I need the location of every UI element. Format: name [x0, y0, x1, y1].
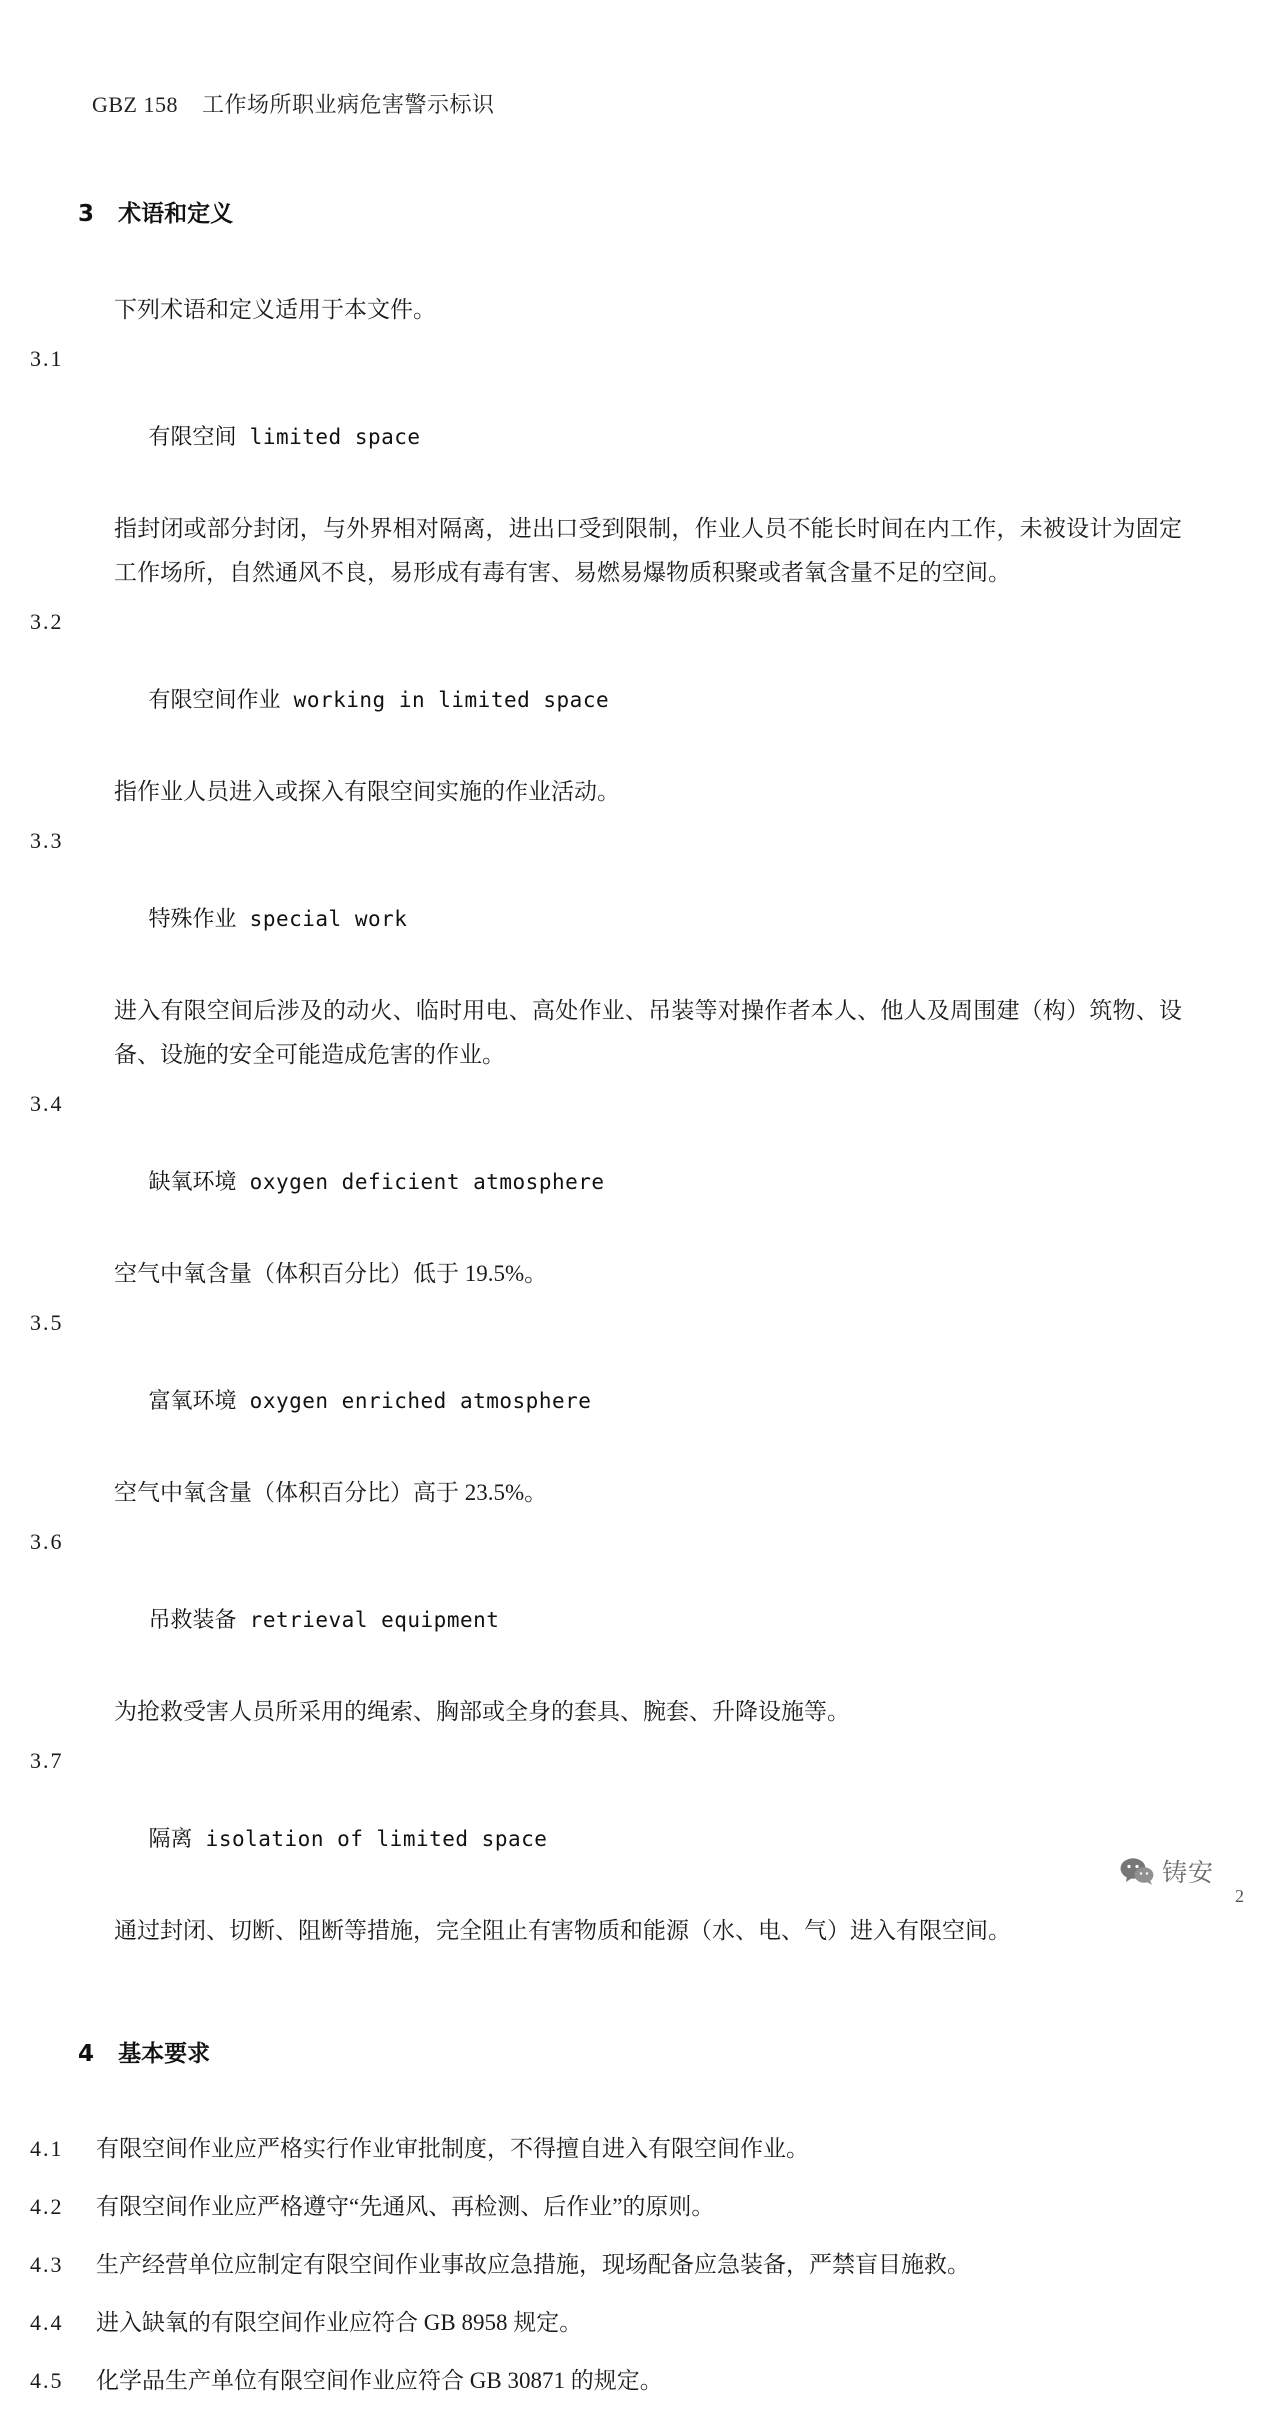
section-3-title: 术语和定义: [118, 201, 234, 227]
term-cn-3-2: 有限空间作业: [148, 688, 281, 713]
term-en-3-5: oxygen enriched atmosphere: [249, 1389, 592, 1413]
term-number-3-4: 3.4: [30, 1091, 64, 1116]
requirement-text: 有限空间作业应严格实行作业审批制度，不得擅自进入有限空间作业。: [96, 2136, 809, 2161]
term-en-3-3: special work: [249, 907, 408, 931]
term-number-3-3: 3.3: [30, 828, 64, 853]
requirement-text: 有限空间作业应严格遵守“先通风、再检测、后作业”的原则。: [96, 2194, 715, 2219]
page-number: 2: [1235, 1886, 1244, 1906]
term-definition-3-6: 为抢救受害人员所采用的绳索、胸部或全身的套具、腕套、升降设施等。: [114, 1699, 850, 1724]
requirement-text: 进入缺氧的有限空间作业应符合 GB 8958 规定。: [96, 2310, 583, 2335]
section-spacer: [92, 1967, 1182, 2009]
section-heading-4: [30, 2009, 1182, 2094]
term-definition-3-1: 指封闭或部分封闭，与外界相对隔离，进出口受到限制，作业人员不能长时间在内工作，未被设计为固定工作场所，自然通风不良，易形成有毒有害、易燃易爆物质积聚或者氧含量不足的空间。: [114, 516, 1182, 585]
document-header: GBZ 158 工作场所职业病危害警示标识: [92, 92, 495, 117]
term-en-3-7: isolation of limited space: [205, 1827, 548, 1851]
requirement-row: [30, 2360, 1182, 2402]
section-3-number: 3: [78, 201, 95, 227]
term-definition-3-4: 空气中氧含量（体积百分比）低于 19.5%。: [114, 1261, 548, 1286]
term-cn-3-7: 隔离: [148, 1827, 193, 1852]
term-definition-3-3: 进入有限空间后涉及的动火、临时用电、高处作业、吊装等对操作者本人、他人及周围建（构）筑物、设备、设施的安全可能造成危害的作业。: [114, 998, 1182, 1067]
section-4-number: 4: [78, 2041, 95, 2067]
term-en-3-1: limited space: [249, 425, 421, 449]
requirement-row: [30, 2244, 1182, 2286]
term-definition-3-5: 空气中氧含量（体积百分比）高于 23.5%。: [114, 1480, 548, 1505]
term-definition-3-2: 指作业人员进入或探入有限空间实施的作业活动。: [114, 779, 620, 804]
term-number-3-6: 3.6: [30, 1529, 64, 1554]
term-en-3-6: retrieval equipment: [249, 1608, 500, 1632]
requirement-number: 4.3: [30, 2252, 64, 2277]
section-3-intro: 下列术语和定义适用于本文件。: [114, 297, 436, 322]
requirement-row: [30, 2128, 1182, 2170]
requirement-row: [30, 2302, 1182, 2344]
requirement-row: [30, 2186, 1182, 2228]
wechat-icon: [1120, 1857, 1154, 1886]
term-cn-3-6: 吊救装备: [148, 1608, 237, 1633]
term-definition-3-7: 通过封闭、切断、阻断等措施，完全阻止有害物质和能源（水、电、气）进入有限空间。: [114, 1918, 1011, 1943]
section-heading-3: [30, 169, 1182, 254]
requirement-text: 生产经营单位应制定有限空间作业事故应急措施，现场配备应急装备，严禁盲目施救。: [96, 2252, 970, 2277]
section-4-title: 基本要求: [118, 2041, 211, 2067]
term-number-3-7: 3.7: [30, 1748, 64, 1773]
term-number-3-2: 3.2: [30, 609, 64, 634]
term-en-3-4: oxygen deficient atmosphere: [249, 1170, 605, 1194]
watermark: [1120, 1853, 1214, 1889]
term-cn-3-4: 缺氧环境: [148, 1170, 237, 1195]
watermark-label: 铸安: [1161, 1858, 1214, 1887]
requirement-number: 4.4: [30, 2310, 64, 2335]
requirement-number: 4.1: [30, 2136, 64, 2161]
term-number-3-1: 3.1: [30, 346, 64, 371]
requirement-number: 4.2: [30, 2194, 64, 2219]
term-title-3-6: [114, 1557, 1182, 1684]
term-title-3-1: [114, 374, 1182, 501]
term-number-3-5: 3.5: [30, 1310, 64, 1335]
term-cn-3-3: 特殊作业: [148, 907, 237, 932]
term-title-3-5: [114, 1338, 1182, 1465]
page-content: [30, 88, 1182, 2418]
term-title-3-3: [114, 856, 1182, 983]
term-cn-3-5: 富氧环境: [148, 1389, 237, 1414]
requirement-text: 化学品生产单位有限空间作业应符合 GB 30871 的规定。: [96, 2368, 663, 2393]
term-title-3-7: [114, 1776, 1182, 1903]
term-title-3-4: [114, 1119, 1182, 1246]
requirement-number: 4.5: [30, 2368, 64, 2393]
term-cn-3-1: 有限空间: [148, 425, 237, 450]
term-title-3-2: [114, 637, 1182, 764]
term-en-3-2: working in limited space: [293, 688, 610, 712]
